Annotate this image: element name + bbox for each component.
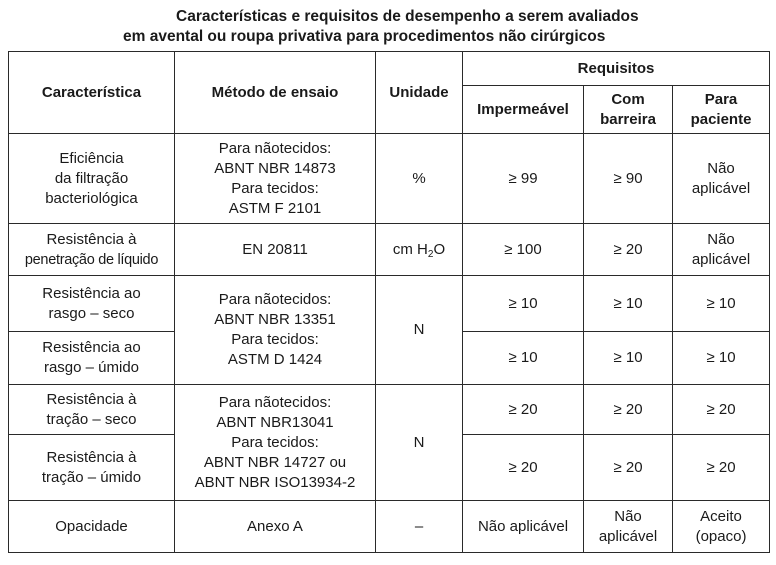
cell-impermeavel: ≥ 10 [463,332,584,385]
cell-unidade: – [376,501,463,553]
table-row [9,134,770,224]
cell-com-barreira: ≥ 20 [584,224,673,276]
cell-para-paciente: Aceito (opaco) [673,501,770,553]
header-requisitos: Requisitos [463,52,770,86]
cell-para-paciente: ≥ 20 [673,435,770,501]
header-metodo: Método de ensaio [175,52,376,134]
cell-caracteristica: Resistência ao rasgo – úmido [9,332,175,385]
table-row [9,385,770,435]
table-row [9,276,770,332]
cell-impermeavel: Não aplicável [463,501,584,553]
header-com-barreira: Com barreira [584,86,673,134]
cell-impermeavel: ≥ 99 [463,134,584,224]
cell-com-barreira: Não aplicável [584,501,673,553]
cell-para-paciente: ≥ 10 [673,332,770,385]
cell-metodo: Para nãotecidos: ABNT NBR13041 Para tecidos: ABNT NBR 14727 ou ABNT NBR ISO13934-2 [175,385,376,501]
cell-metodo: EN 20811 [175,224,376,276]
cell-metodo: Anexo A [175,501,376,553]
cell-metodo: Para nãotecidos: ABNT NBR 14873 Para tecidos: ASTM F 2101 [175,134,376,224]
cell-impermeavel: ≥ 20 [463,385,584,435]
cell-impermeavel: ≥ 10 [463,276,584,332]
cell-com-barreira: ≥ 10 [584,276,673,332]
cell-para-paciente: Não aplicável [673,224,770,276]
cell-unidade: % [376,134,463,224]
cell-com-barreira: ≥ 20 [584,385,673,435]
cell-com-barreira: ≥ 90 [584,134,673,224]
cell-para-paciente: ≥ 20 [673,385,770,435]
cell-unidade: N [376,276,463,385]
table-row [9,501,770,553]
cell-impermeavel: ≥ 100 [463,224,584,276]
cell-caracteristica: Resistência à tração – úmido [9,435,175,501]
cell-unidade: N [376,385,463,501]
requirements-table [8,51,770,553]
table-title-line-2: em avental ou roupa privativa para procedimentos não cirúrgicos [123,28,606,45]
header-caracteristica: Característica [9,52,175,134]
unit-base: cm H [392,240,428,258]
cell-caracteristica: Resistência à tração – seco [9,385,175,435]
cell-com-barreira: ≥ 20 [584,435,673,501]
cell-com-barreira: ≥ 10 [584,332,673,385]
unit-tail: O [433,240,446,258]
header-para-paciente: Para paciente [673,86,770,134]
cell-impermeavel: ≥ 20 [463,435,584,501]
unit-subscript: 2 [427,248,434,260]
cell-caracteristica: Eficiência da filtração bacteriológica [9,134,175,224]
cell-caracteristica: Opacidade [9,501,175,553]
cell-unidade [376,224,463,276]
table-row [9,224,770,276]
cell-caracteristica [9,224,175,276]
caracteristica-line-2: penetração de líquido [24,251,159,268]
header-impermeavel: Impermeável [463,86,584,134]
cell-caracteristica: Resistência ao rasgo – seco [9,276,175,332]
cell-metodo: Para nãotecidos: ABNT NBR 13351 Para tecidos: ASTM D 1424 [175,276,376,385]
cell-para-paciente: ≥ 10 [673,276,770,332]
cell-para-paciente: Não aplicável [673,134,770,224]
header-unidade: Unidade [376,52,463,134]
caracteristica-line-1: Resistência à [46,230,137,248]
table-title-line-1: Características e requisitos de desempenho a serem avaliados [176,8,639,25]
